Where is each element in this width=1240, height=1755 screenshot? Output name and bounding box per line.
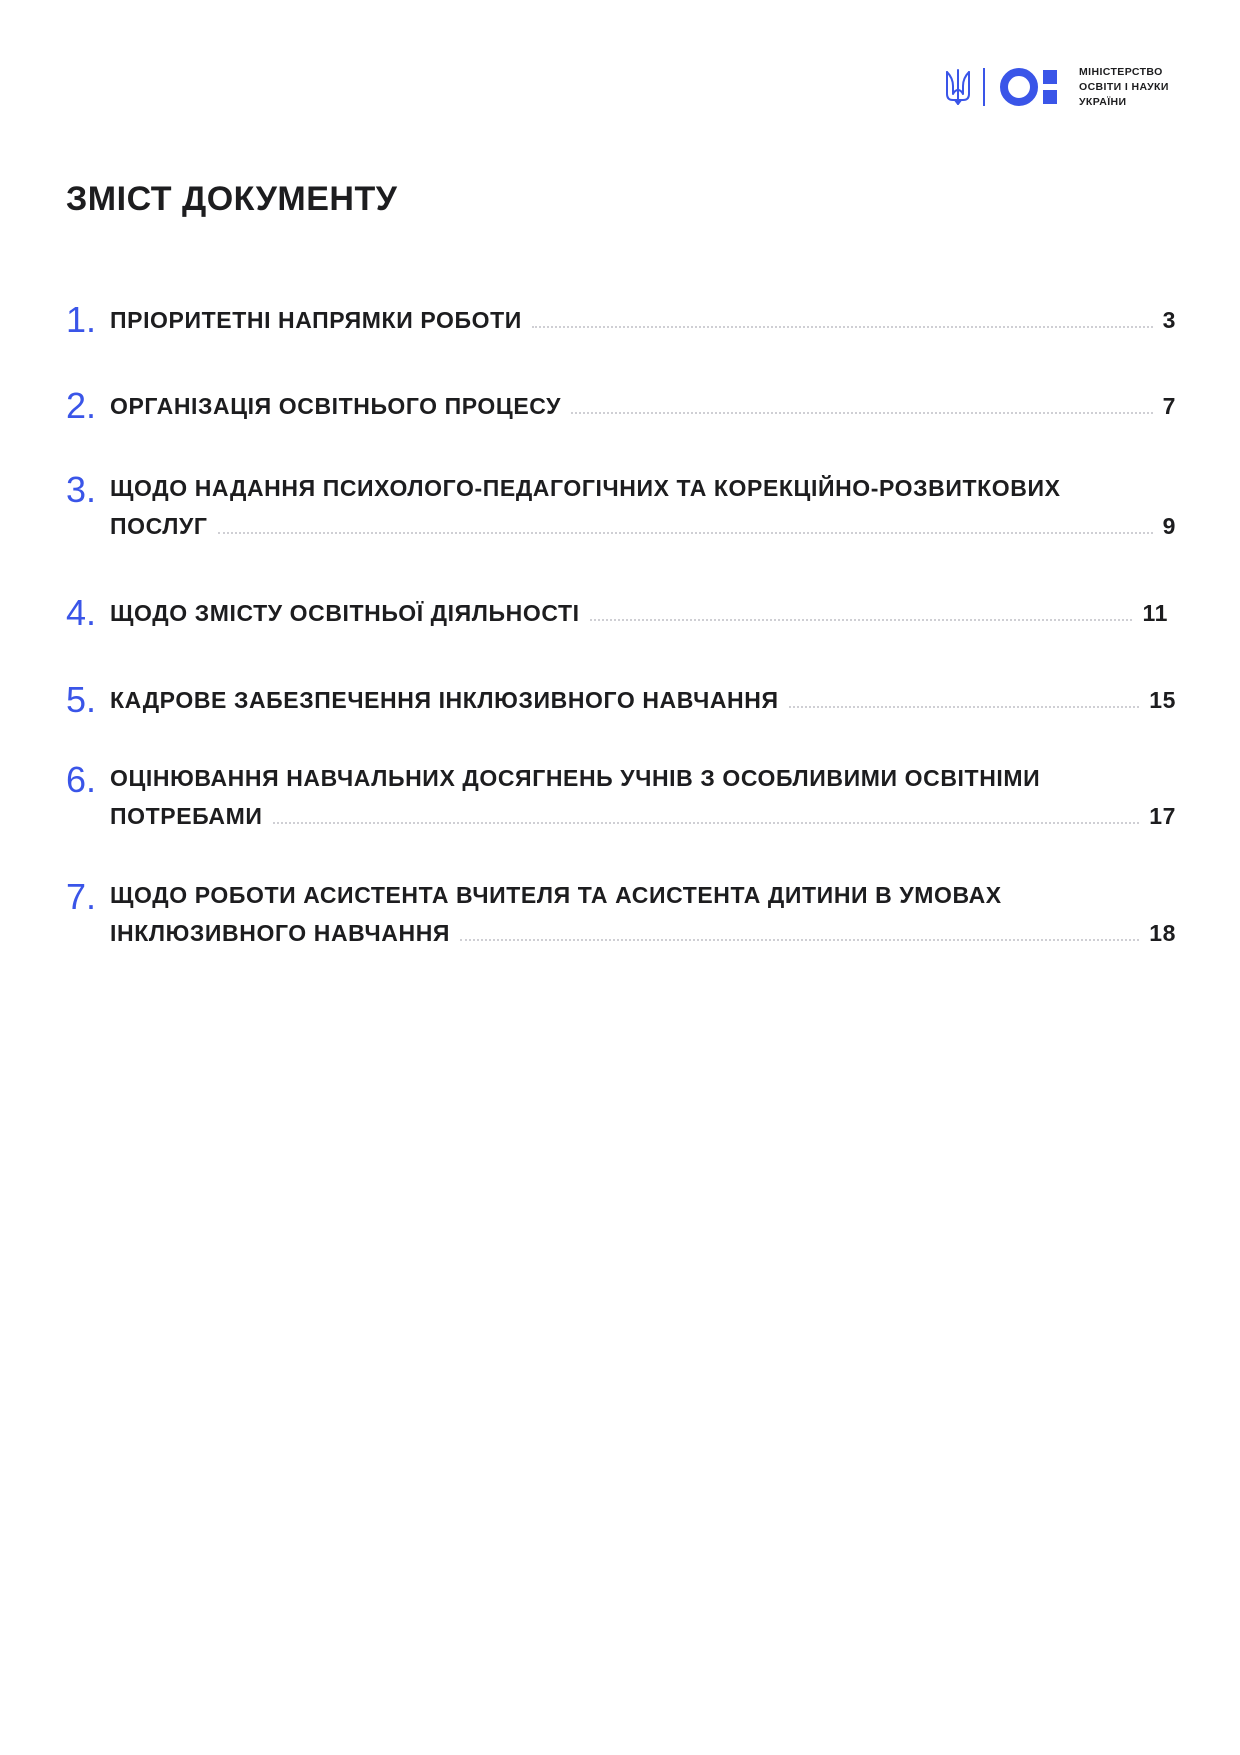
- dot-leader: [571, 411, 1153, 414]
- logo-divider: [983, 68, 985, 106]
- ministry-name-line: МІНІСТЕРСТВО: [1079, 65, 1163, 78]
- dot-leader: [789, 705, 1140, 708]
- toc-item-number: 1.: [66, 299, 97, 340]
- toc-item-title-continued: ПОСЛУГ: [110, 513, 208, 539]
- toc-item-page: 11: [1142, 600, 1168, 626]
- dot-leader: [460, 938, 1139, 941]
- trident-icon: [945, 68, 971, 106]
- dot-leader: [273, 821, 1140, 824]
- dot-leader: [532, 325, 1153, 328]
- toc-item-line: [110, 802, 1176, 830]
- toc-item-title: ПРІОРИТЕТНІ НАПРЯМКИ РОБОТИ: [110, 307, 522, 333]
- mon-logo-icon: [999, 67, 1069, 107]
- toc-item-line: [110, 512, 1176, 540]
- toc-item-number: 7.: [66, 876, 97, 917]
- page-title: ЗМІСТ ДОКУМЕНТУ: [66, 180, 398, 218]
- toc-item-title-continued: ІНКЛЮЗИВНОГО НАВЧАННЯ: [110, 920, 451, 946]
- toc-item-title: ЩОДО НАДАННЯ ПСИХОЛОГО-ПЕДАГОГІЧНИХ ТА КОРЕКЦІЙНО-РОЗВИТКОВИХ: [110, 475, 1061, 501]
- toc-item-title: ОРГАНІЗАЦІЯ ОСВІТНЬОГО ПРОЦЕСУ: [110, 393, 562, 419]
- dot-leader: [590, 618, 1133, 621]
- dot-leader: [218, 531, 1153, 534]
- toc-item-page: 9: [1162, 513, 1176, 539]
- toc-item-number: 3.: [66, 469, 97, 510]
- toc-item-line: [110, 599, 1168, 627]
- toc-item-title: ЩОДО ЗМІСТУ ОСВІТНЬОЇ ДІЯЛЬНОСТІ: [110, 600, 580, 626]
- toc-item-page: 18: [1149, 920, 1176, 946]
- toc-item-line: [110, 392, 1176, 420]
- ministry-logo: [945, 66, 1169, 108]
- toc-item-number: 5.: [66, 679, 97, 720]
- toc-item-title-continued: ПОТРЕБАМИ: [110, 803, 263, 829]
- toc-item-number: 2.: [66, 385, 97, 426]
- toc-item-page: 17: [1149, 803, 1176, 829]
- toc-item-title: ОЦІНЮВАННЯ НАВЧАЛЬНИХ ДОСЯГНЕНЬ УЧНІВ З ОСОБЛИВИМИ ОСВІТНІМИ: [110, 765, 1041, 791]
- toc-item-line: [110, 306, 1176, 334]
- toc-item-line: [110, 919, 1176, 947]
- ministry-name-line: ОСВІТИ І НАУКИ: [1079, 80, 1169, 93]
- ministry-name-line: УКРАЇНИ: [1079, 95, 1127, 108]
- toc-item-line: [110, 686, 1176, 714]
- toc-item-page: 7: [1162, 393, 1176, 419]
- toc-item-title: ЩОДО РОБОТИ АСИСТЕНТА ВЧИТЕЛЯ ТА АСИСТЕНТА ДИТИНИ В УМОВАХ: [110, 882, 1002, 908]
- toc-item-number: 6.: [66, 759, 97, 800]
- toc-item-title: КАДРОВЕ ЗАБЕЗПЕЧЕННЯ ІНКЛЮЗИВНОГО НАВЧАННЯ: [110, 687, 779, 713]
- toc-item-number: 4.: [66, 592, 97, 633]
- toc-item-page: 15: [1149, 687, 1176, 713]
- toc-item-page: 3: [1162, 307, 1176, 333]
- ministry-name: [1079, 65, 1169, 110]
